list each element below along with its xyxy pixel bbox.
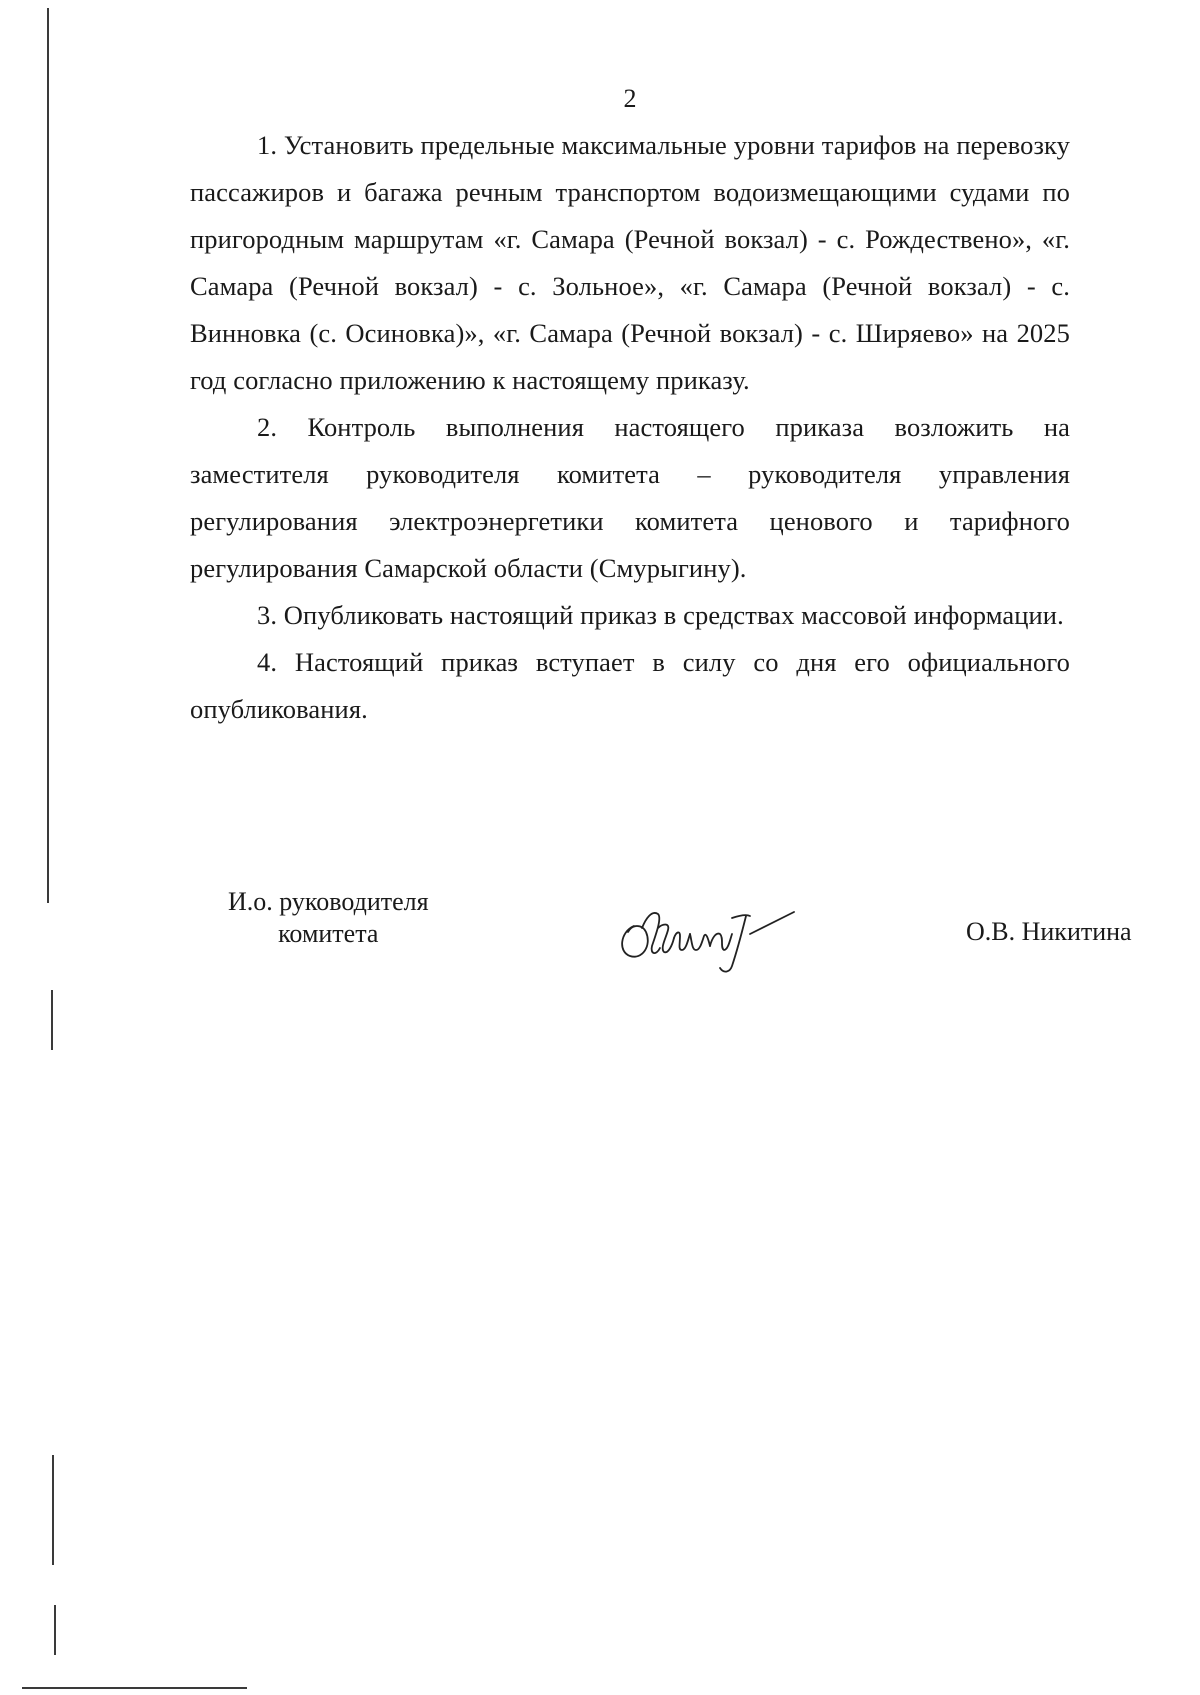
signatory-title-line-2: комитета: [278, 919, 379, 948]
page-number: 2: [623, 84, 637, 113]
scan-artifact-line: [51, 990, 53, 1050]
scan-artifact-line: [47, 8, 49, 903]
paragraph-4: 4. Настоящий приказ вступает в силу со дня его официального опубликования.: [190, 647, 1070, 724]
scan-artifact-line: [22, 1687, 247, 1689]
signatory-name: О.В. Никитина: [966, 917, 1132, 946]
paragraph-3: 3. Опубликовать настоящий приказ в средствах массовой информации.: [257, 600, 1064, 630]
signatory-title: [228, 886, 429, 950]
order-body: [190, 122, 1070, 733]
signatory-title-line-1: И.о. руководителя: [228, 887, 429, 916]
handwritten-signature: [612, 888, 812, 978]
paragraph-2: 2. Контроль выполнения настоящего приказа возложить на заместителя руководителя комитета – руководителя управления регулирования электроэнергетики комитета ценового и тарифного регулирования Самарской области (Смурыгину).: [190, 412, 1070, 583]
paragraph-1: 1. Установить предельные максимальные уровни тарифов на перевозку пассажиров и багажа речным транспортом водоизмещающими судами по пригородным маршрутам «г. Самара (Речной вокзал) - с. Рождествено», «г. Самара (Речной вокзал) - с. Зольное», «г. Самара (Речной вокзал) - с. Винновка (с. Осиновка)», «г. Самара (Речной вокзал) - с. Ширяево» на 2025 год согласно приложению к настоящему приказу.: [190, 130, 1070, 395]
scan-artifact-line: [52, 1455, 54, 1565]
scan-artifact-line: [54, 1605, 56, 1655]
